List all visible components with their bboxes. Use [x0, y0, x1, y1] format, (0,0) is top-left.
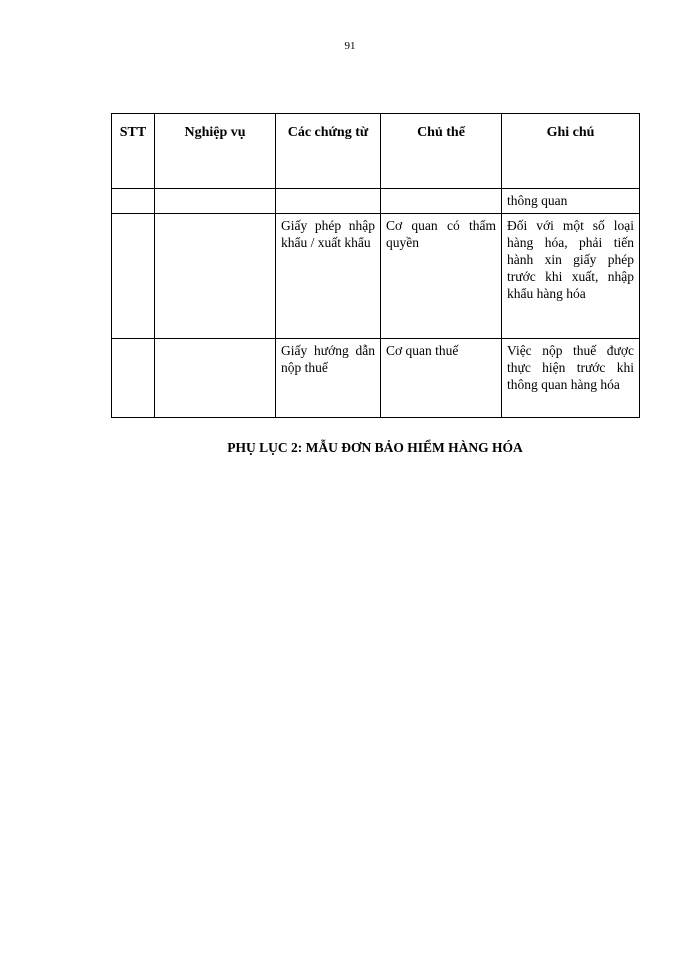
table-cell: [381, 189, 502, 214]
table-cell: [155, 339, 276, 418]
table-cell: [112, 189, 155, 214]
table-row: [112, 214, 640, 339]
table-cell: [112, 214, 155, 339]
header-chu-the: Chủ thể: [381, 114, 502, 189]
table-row: [112, 339, 640, 418]
table-cell: [155, 214, 276, 339]
table-cell: [112, 339, 155, 418]
header-stt: STT: [112, 114, 155, 189]
header-ghi-chu: Ghi chú: [502, 114, 640, 189]
header-chung-tu: Các chứng từ: [276, 114, 381, 189]
table-header-row: [112, 114, 640, 189]
table-cell: [276, 189, 381, 214]
appendix-title: PHỤ LỤC 2: MẪU ĐƠN BẢO HIỂM HÀNG HÓA: [227, 440, 523, 455]
table-cell: Đối với một số loại hàng hóa, phải tiến hành xin giấy phép trước khi xuất, nhập khẩu hàng hóa: [502, 214, 640, 339]
table-row: [112, 189, 640, 214]
table-cell: [155, 189, 276, 214]
header-nghiep-vu: Nghiệp vụ: [155, 114, 276, 189]
table-cell: Việc nộp thuế được thực hiện trước khi thông quan hàng hóa: [502, 339, 640, 418]
table-cell: Giấy phép nhập khẩu / xuất khẩu: [276, 214, 381, 339]
procedures-table: [111, 113, 640, 418]
table-cell: Giấy hướng dẫn nộp thuế: [276, 339, 381, 418]
page-number: 91: [344, 40, 356, 52]
table-cell: thông quan: [502, 189, 640, 214]
table-cell: Cơ quan có thẩm quyền: [381, 214, 502, 339]
table-cell: Cơ quan thuế: [381, 339, 502, 418]
